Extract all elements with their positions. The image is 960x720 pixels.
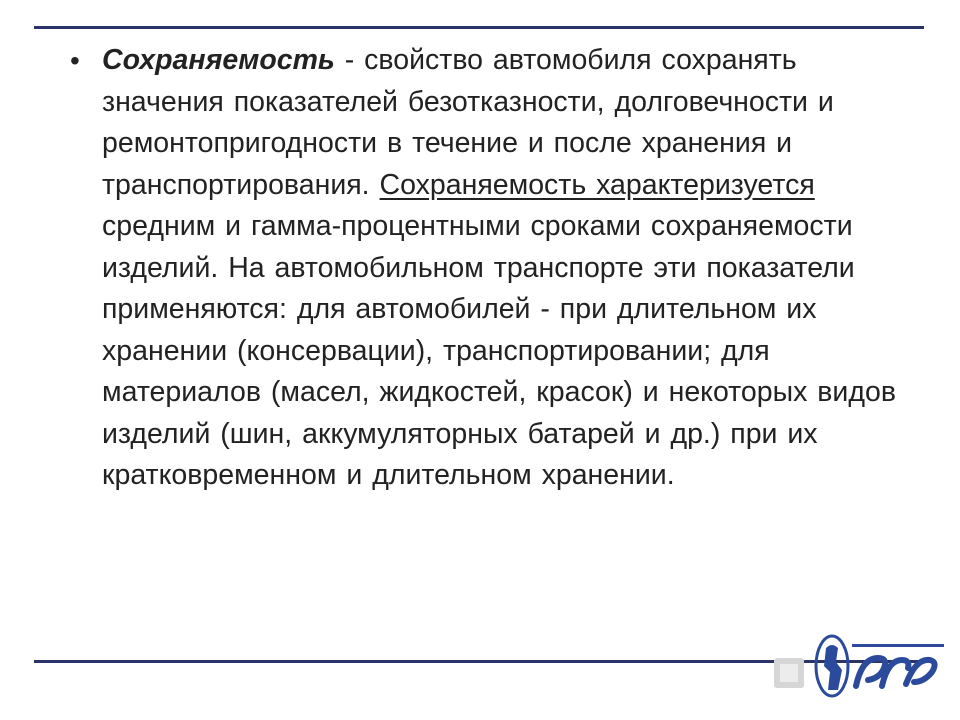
text-part-2: средним и гамма-процентными сроками сохраняемости изделий. На автомобильном транспорте эти показатели применяются: для автомобилей - при длительном их хранении (консервации), транспортировании; для материалов (масел, жидкостей, красок) и некоторых видов изделий (шин, аккумуляторных батарей и др.) при их кратковременном и длительном хранении. [102, 210, 896, 491]
paragraph [102, 40, 920, 497]
university-logo-icon [770, 630, 950, 710]
top-rule [34, 26, 924, 29]
text-part-1: - свойство автомобиля сохранять значения показателей безотказности, долговечности и ремонтопригодности в течение и после хранения и транспортирования. [102, 44, 834, 201]
underlined-text: Сохраняемость характеризуется [379, 168, 815, 201]
term-heading: Сохраняемость [102, 44, 335, 76]
content-bullet [70, 40, 920, 497]
bullet-mark: • [70, 45, 80, 76]
